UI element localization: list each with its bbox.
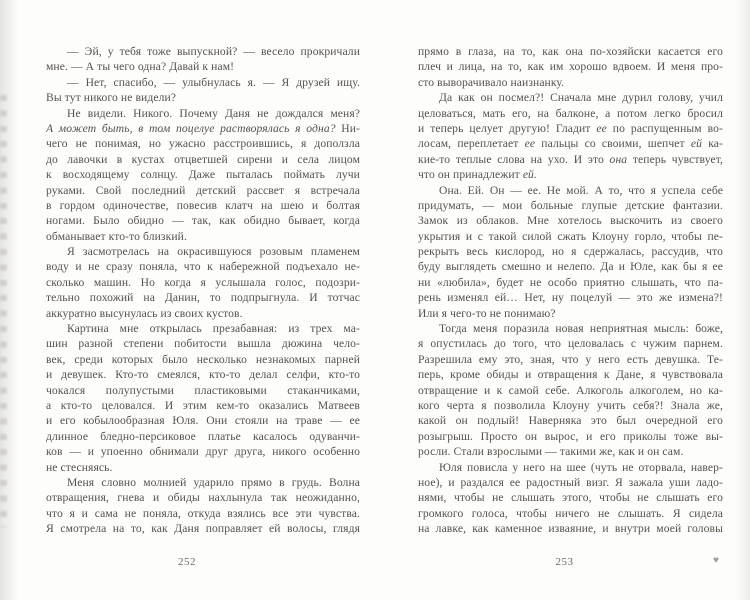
text-line bbox=[418, 444, 723, 459]
text-segment: обманывает кто-то близкий. bbox=[46, 229, 187, 243]
book-page-left-text bbox=[46, 44, 360, 537]
text-segment: чокался полупустыми пластиковыми стаканчиками, bbox=[46, 383, 360, 397]
text-segment: нями, чтобы не слышать этого, чтобы не слышать его bbox=[418, 491, 723, 505]
text-line bbox=[418, 59, 723, 74]
text-segment: Или я чего-то не понимаю? bbox=[418, 306, 556, 320]
text-line bbox=[46, 136, 360, 151]
text-segment: к восходящему солнцу. Даже пыталась поймать лучи bbox=[46, 168, 360, 182]
page-number-right: 253 bbox=[555, 556, 574, 568]
text-segment: я опустилась до того, что целовалась с чужим парнем. bbox=[418, 337, 723, 351]
text-line bbox=[46, 506, 360, 521]
text-line bbox=[418, 475, 723, 490]
text-line bbox=[46, 275, 360, 290]
text-segment: укрытия и с такой силой сжать Клоуну горло, чтобы пе- bbox=[418, 229, 723, 243]
text-segment: чего не понимая, но ужасно расстроившись, я доползла bbox=[46, 137, 360, 151]
text-line bbox=[418, 398, 723, 413]
text-line bbox=[46, 352, 360, 367]
text-segment: сто выворачивало наизнанку. bbox=[418, 75, 565, 89]
text-line bbox=[46, 321, 360, 336]
text-segment: до лавочки в кустах отцветшей сирени и села лицом bbox=[46, 152, 360, 166]
text-segment: аккуратно высунулась из своих кустов. bbox=[46, 306, 243, 320]
text-segment: ка- bbox=[702, 137, 723, 151]
text-line bbox=[418, 183, 723, 198]
favorite-heart-icon[interactable]: ♥ bbox=[713, 555, 719, 566]
text-line bbox=[46, 259, 360, 274]
text-segment: Картина мне открылась презабавная: из трех ма- bbox=[67, 322, 360, 336]
text-segment: Я смотрела на то, как Даня поправляет ей волосы, глядя bbox=[46, 522, 360, 536]
text-line bbox=[46, 183, 360, 198]
text-segment: ков — и упоенно обнимали друг друга, никого особенно bbox=[46, 445, 360, 459]
text-line bbox=[418, 336, 723, 351]
text-line bbox=[418, 321, 723, 336]
text-line bbox=[46, 475, 360, 490]
text-line bbox=[418, 306, 723, 321]
text-line bbox=[418, 44, 723, 59]
text-segment: Ни- bbox=[335, 121, 360, 135]
text-line bbox=[418, 521, 723, 536]
text-line bbox=[46, 152, 360, 167]
text-line bbox=[46, 213, 360, 228]
text-segment-italic: ее bbox=[596, 121, 607, 135]
text-line bbox=[418, 460, 723, 475]
text-segment: ногами. Было обидно — так, как обидно бывает, когда bbox=[46, 214, 360, 228]
text-line bbox=[46, 75, 360, 90]
text-line bbox=[46, 444, 360, 459]
text-line bbox=[418, 106, 723, 121]
text-line bbox=[46, 198, 360, 213]
text-line bbox=[418, 367, 723, 382]
text-segment: ни «любила», будет не особо приятно слышать, что па- bbox=[418, 275, 723, 289]
text-line bbox=[46, 490, 360, 505]
text-line bbox=[46, 398, 360, 413]
text-line bbox=[418, 259, 723, 274]
text-line bbox=[418, 490, 723, 505]
text-line bbox=[418, 429, 723, 444]
text-segment: прямо в глаза, на то, как она по-хозяйски касается его bbox=[418, 45, 723, 58]
text-segment: кого черта я позволила Клоуну учить себя?! Знала же, bbox=[418, 398, 723, 412]
text-segment: тельно похожий на Данин, то подпрыгнула. И тотчас bbox=[46, 291, 360, 305]
text-segment-italic: она bbox=[609, 152, 628, 166]
text-segment: в гордом одиночестве, повесив клатч на шею и болтая bbox=[46, 198, 360, 212]
text-segment: буду выглядеть смешно и нелепо. Да и Юле, как бы я ее bbox=[418, 260, 723, 274]
text-segment-italic: ей. bbox=[522, 168, 537, 182]
text-segment: целоваться, мать его, на балконе, а потом легко бросил bbox=[418, 106, 723, 120]
text-segment: отвращения, гнева и обиды нахлынула так неожиданно, bbox=[46, 491, 360, 505]
text-segment: громкого голоса, чтобы ничего не слышать. Я сидела bbox=[418, 506, 723, 520]
text-line bbox=[418, 352, 723, 367]
text-line bbox=[46, 106, 360, 121]
text-line bbox=[418, 229, 723, 244]
text-segment: руками. Свой последний детский рассвет я встречала bbox=[46, 183, 360, 197]
text-segment: Юля повисла у него на шее (чуть не оторвала, навер- bbox=[439, 460, 723, 474]
text-segment: век, среди которых было несколько незнакомых парней bbox=[46, 352, 360, 366]
text-line bbox=[418, 121, 723, 136]
text-segment: что он принадлежит bbox=[418, 168, 523, 182]
text-line bbox=[46, 90, 360, 105]
text-segment: ное), и раздался ее радостный визг. Я зажала уши ладо- bbox=[418, 475, 723, 489]
text-segment: на лавке, как каменное изваяние, и внутри моей головы bbox=[418, 522, 723, 536]
text-line bbox=[418, 136, 723, 151]
text-segment: а кто-то целовался. И этим кем-то оказались Матвеев bbox=[46, 398, 360, 412]
text-segment: и теперь целует другую! Гладит bbox=[418, 121, 597, 135]
text-line bbox=[46, 44, 360, 59]
text-line bbox=[418, 75, 723, 90]
text-segment: — Нет, спасибо, — улыбнулась я. — Я друзей ищу. bbox=[67, 75, 360, 89]
text-segment: Разрешила ему это, зная, что у него есть девушка. Те- bbox=[418, 352, 723, 366]
text-line bbox=[418, 275, 723, 290]
text-line bbox=[418, 383, 723, 398]
text-line bbox=[46, 59, 360, 74]
text-segment: шин разной степени побитости вышла дюжина чело- bbox=[46, 337, 360, 351]
text-segment: сколько машин. Но когда я услышала голос, подозри- bbox=[46, 275, 360, 289]
text-segment: длинное бледно-персиковое платье касалось одуванчи- bbox=[46, 429, 360, 443]
text-segment: Меня словно молнией ударило прямо в грудь. Волна bbox=[67, 475, 360, 489]
text-line bbox=[46, 336, 360, 351]
text-segment: по распущенным во- bbox=[606, 121, 723, 135]
text-segment: Да как он посмел?! Сначала мне дурил голову, учил bbox=[439, 91, 723, 105]
text-line bbox=[46, 521, 360, 536]
text-line bbox=[46, 460, 360, 475]
text-segment: перь, кроме обиды и отвращения к Дане, я чувствовала bbox=[418, 368, 723, 382]
page-edge-shadow-right bbox=[736, 0, 750, 600]
text-segment-italic: ее bbox=[524, 137, 536, 151]
text-segment: и его кобылообразная Юля. Они стояли на траве — ее bbox=[46, 414, 360, 428]
text-segment: пальцы со своими, шепчет bbox=[535, 137, 691, 151]
text-line bbox=[418, 90, 723, 105]
text-segment: Она. Ей. Он — ее. Не мой. А то, что я успела себе bbox=[439, 183, 723, 197]
text-segment: росли. Стали взрослыми — такими же, как и он сам. bbox=[418, 445, 684, 459]
text-line bbox=[418, 213, 723, 228]
text-segment: какой он подлый! Наверняка это был очередной его bbox=[418, 414, 723, 428]
text-segment: Не видели. Никого. Почему Даня не дождался меня? bbox=[67, 106, 360, 120]
text-segment: — Эй, у тебя тоже выпускной? — весело прокричали bbox=[67, 45, 360, 58]
text-line bbox=[46, 229, 360, 244]
text-line bbox=[418, 152, 723, 167]
text-segment: отвращение и к самой себе. Алкоголь алкоголем, но ка- bbox=[418, 383, 723, 397]
page-bleed-marks bbox=[0, 95, 7, 527]
text-segment: плеч и лица, на то, как им хорошо вдвоем. И меня про- bbox=[418, 60, 723, 74]
text-line bbox=[418, 506, 723, 521]
text-segment-italic: ей bbox=[690, 137, 703, 151]
text-line bbox=[418, 198, 723, 213]
text-line bbox=[418, 413, 723, 428]
text-line bbox=[46, 383, 360, 398]
text-segment: не стесняясь. bbox=[46, 460, 113, 474]
text-segment: Вы тут никого не видели? bbox=[46, 91, 177, 105]
text-segment: теперь чувствует, bbox=[627, 152, 723, 166]
text-segment: и девушек. Кто-то смеялся, кто-то делал селфи, кто-то bbox=[46, 368, 360, 382]
text-segment: розыгрыш. Просто он вырос, и его приколы тоже вы- bbox=[418, 429, 723, 443]
text-line bbox=[46, 413, 360, 428]
text-segment: что я и сама не поняла, откуда взялись все эти чувства. bbox=[46, 506, 360, 520]
text-line bbox=[46, 367, 360, 382]
text-line bbox=[418, 290, 723, 305]
text-line bbox=[46, 167, 360, 182]
text-segment: рекрыть весь кислород, но я сдержалась, рассудив, что bbox=[418, 245, 723, 259]
text-segment: рень изменял ей… Нет, ну поцелуй — это же измена?! bbox=[418, 291, 723, 305]
text-line bbox=[418, 167, 723, 182]
text-line bbox=[46, 244, 360, 259]
text-line bbox=[418, 244, 723, 259]
text-segment: придумать, — мои больные глупые детские фантазии. bbox=[418, 198, 723, 212]
text-segment: воду и не сразу поняла, что к набережной подъехало не- bbox=[46, 260, 360, 274]
text-line bbox=[46, 306, 360, 321]
text-segment: лосам, переплетает bbox=[418, 137, 525, 151]
page-number-left: 252 bbox=[178, 556, 196, 568]
text-segment: кие-то теплые слова на ухо. И это bbox=[418, 152, 610, 166]
text-segment: Тогда меня поразила новая неприятная мысль: боже, bbox=[439, 322, 723, 336]
text-segment: Я засмотрелась на окрасившуюся розовым пламенем bbox=[67, 245, 360, 259]
text-segment-italic: А может быть, в том поцелуе растворялась я одна? bbox=[46, 121, 336, 135]
book-page-right-text bbox=[418, 44, 723, 537]
text-line bbox=[46, 121, 360, 136]
text-segment: Замок из облаков. Мне хотелось выскочить из своего bbox=[418, 214, 723, 228]
text-line bbox=[46, 290, 360, 305]
text-line bbox=[46, 429, 360, 444]
text-segment: мне. — А ты чего одна? Давай к нам! bbox=[46, 60, 235, 74]
